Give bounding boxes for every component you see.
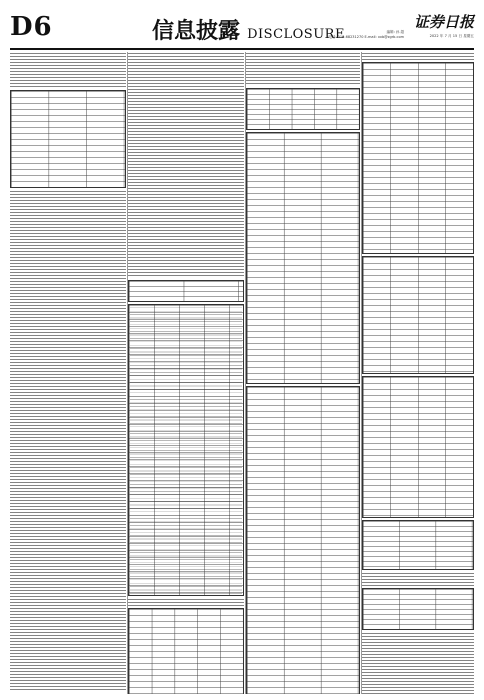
body-text-block: [362, 52, 474, 60]
editor-line: 编辑: 孙 超: [386, 30, 404, 34]
data-table: [362, 62, 474, 254]
data-table: [246, 132, 360, 384]
body-text-block: [362, 572, 474, 586]
data-table: [128, 608, 244, 694]
masthead: [10, 8, 474, 50]
section-title-zh: 信息披露: [152, 19, 241, 44]
column-4: [362, 52, 474, 694]
column-3: [246, 52, 360, 694]
column-1: [10, 52, 126, 694]
column-2: [128, 52, 244, 694]
body-text-block: [246, 52, 360, 86]
data-table: [362, 256, 474, 374]
contact-line: 电话: 010-68231270 E-mail: xxb@zgrb.com: [328, 35, 404, 39]
body-text-block: [10, 52, 126, 88]
data-table: [128, 304, 244, 596]
data-table: [10, 90, 126, 188]
section-title-en: DISCLOSURE: [247, 27, 345, 42]
editor-info: [274, 30, 404, 40]
body-text-block: [128, 598, 244, 606]
data-table: [128, 280, 244, 302]
data-table: [362, 520, 474, 570]
data-table: [246, 88, 360, 130]
body-text-block: [10, 190, 126, 690]
issue-date: 2022 年 7 月 15 日 星期五: [429, 34, 474, 38]
page-number: D6: [10, 12, 53, 42]
newspaper-logo: 证券日报: [413, 13, 474, 31]
data-table: [246, 386, 360, 694]
body-text-block: [128, 52, 244, 277]
body-text-block: [362, 632, 474, 694]
data-table: [362, 376, 474, 518]
data-table: [362, 588, 474, 630]
